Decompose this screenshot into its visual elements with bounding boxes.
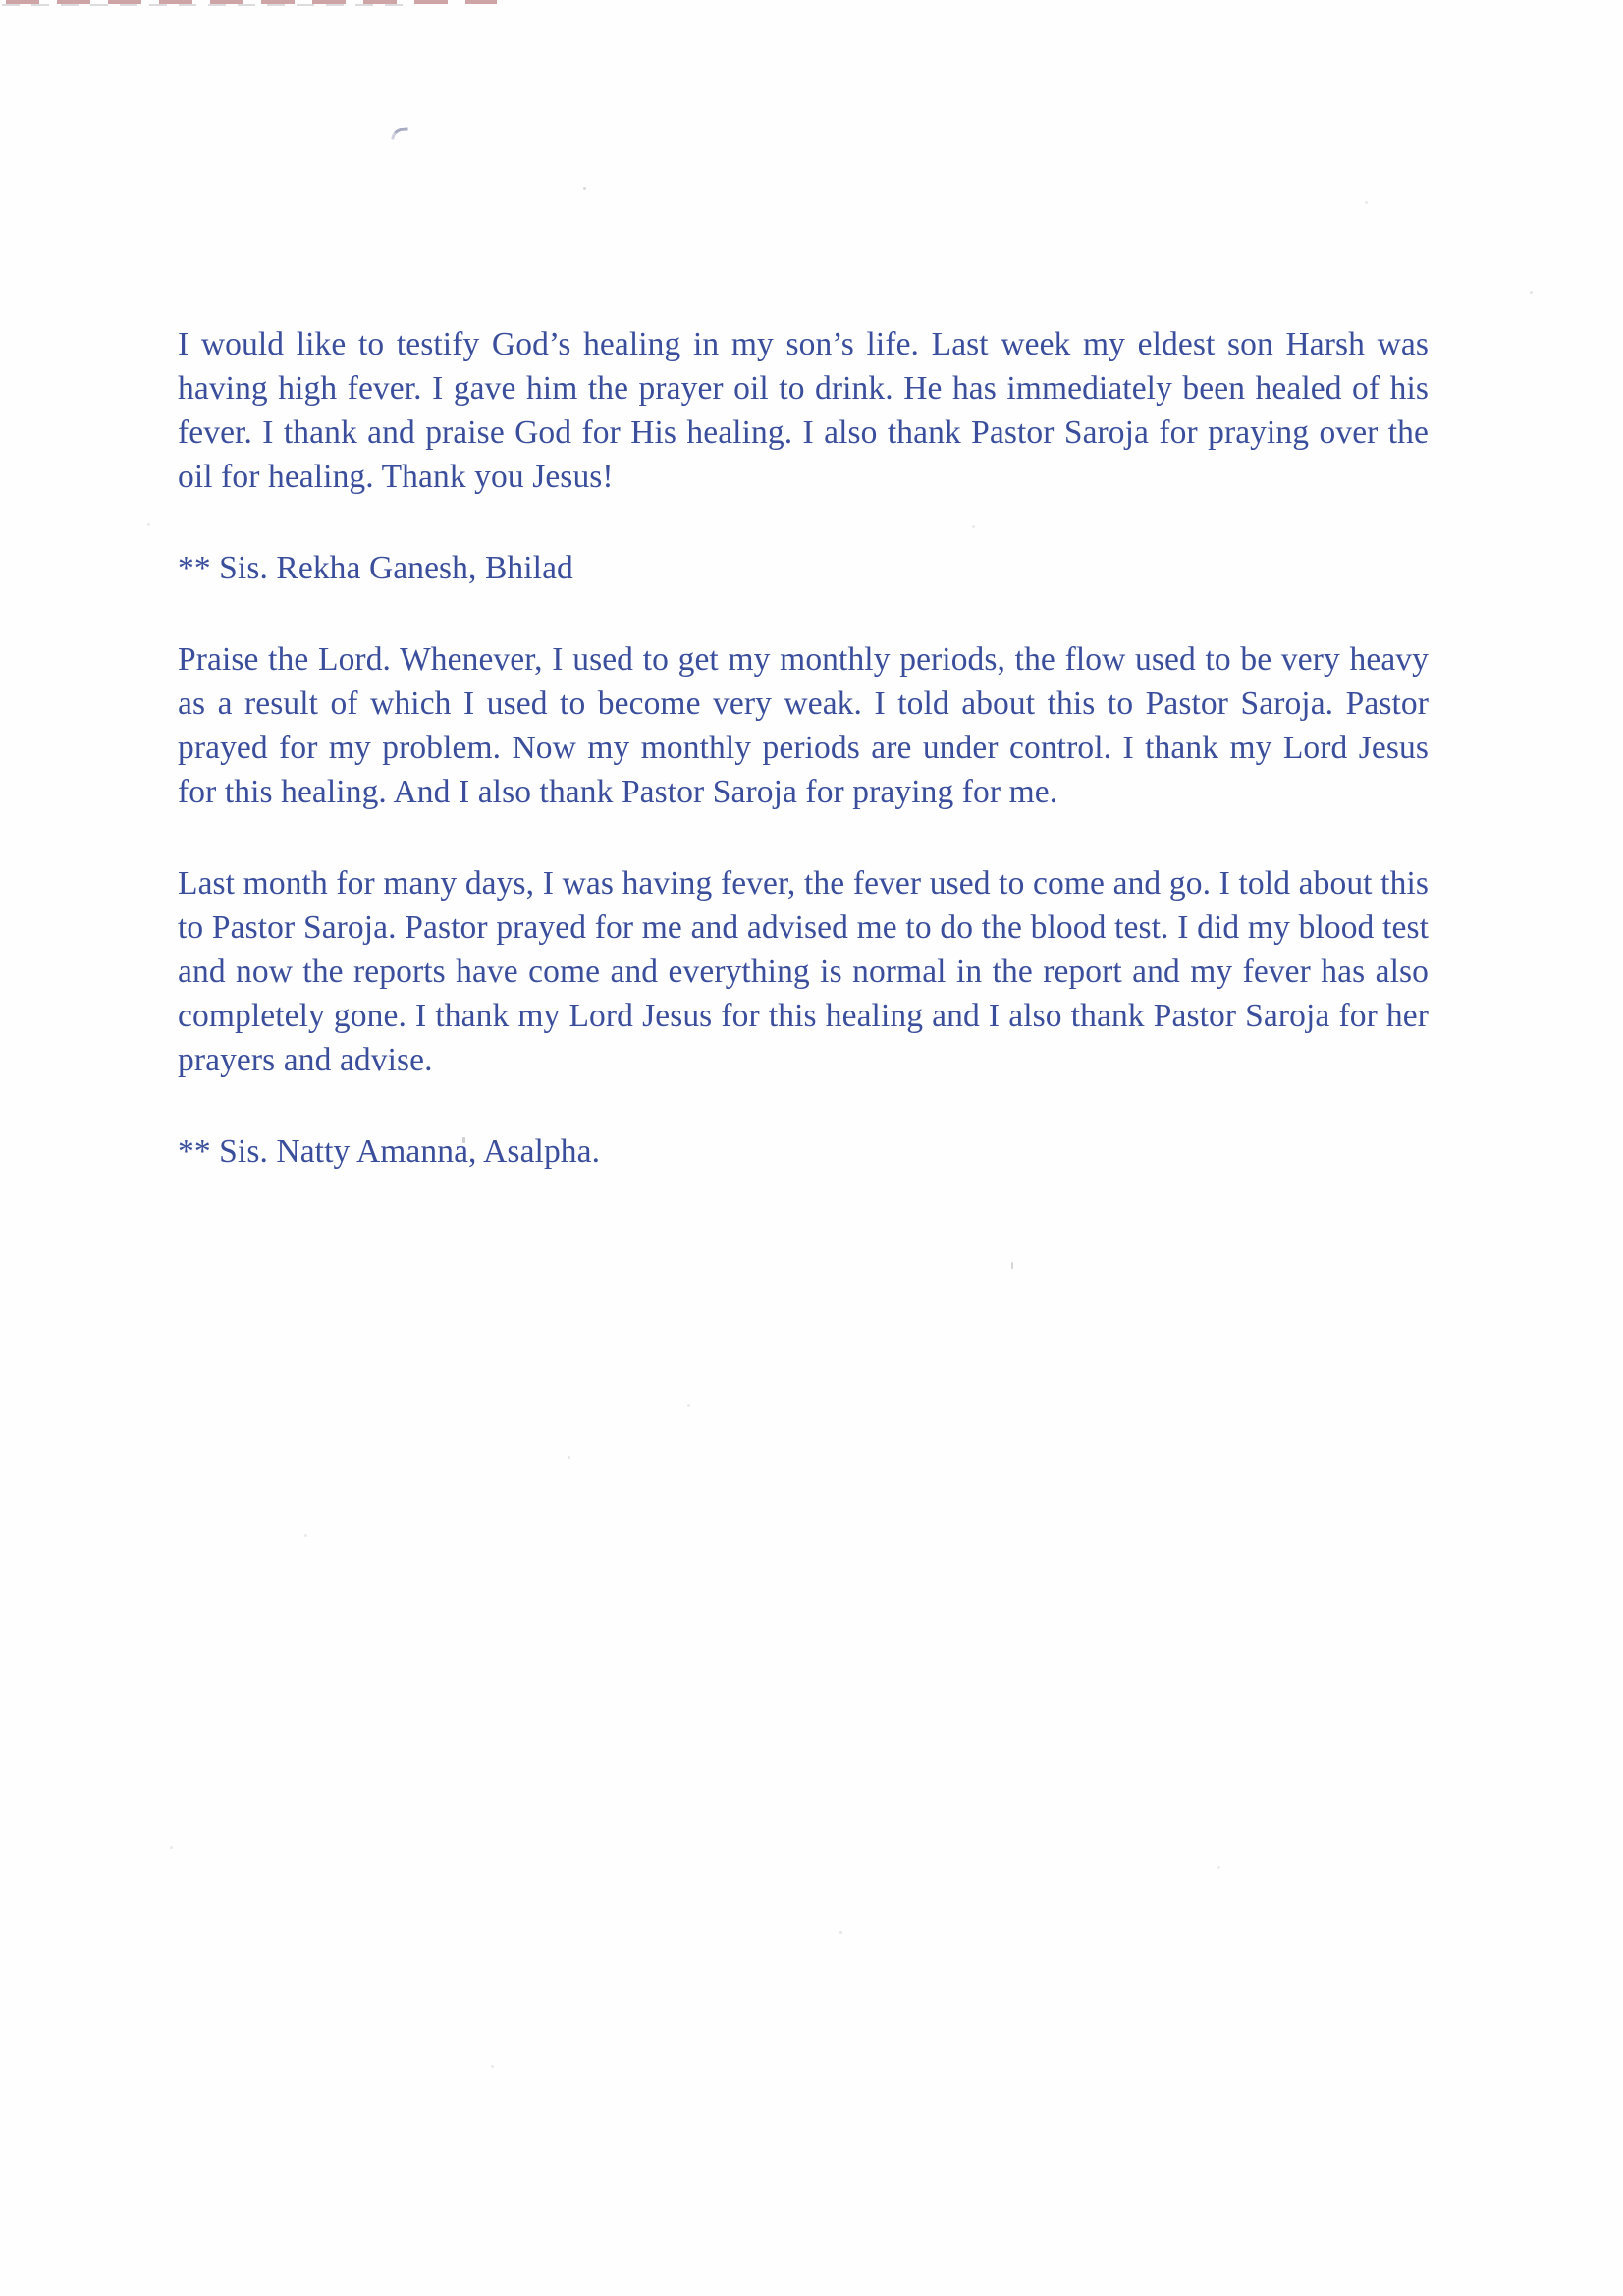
scan-artifact-top-dashes-faint	[2, 4, 414, 6]
scan-speckle	[491, 2065, 494, 2068]
scan-speckle	[687, 1404, 690, 1407]
scan-speckle	[1530, 291, 1533, 294]
testimony-paragraph-3: Last month for many days, I was having fever, the fever used to come and go. I told about this to Pastor Saroja. Pastor prayed for me and advised me to do the blood test. I did my blood test and now the reports have come and everything is normal in the report and my fever has also completely gone. I thank my Lord Jesus for this healing and I also thank Pastor Saroja for her prayers and advise.	[178, 865, 1429, 1078]
scan-speckle	[1011, 1262, 1013, 1269]
signature-line-1: ** Sis. Rekha Ganesh, Bhilad	[178, 550, 573, 586]
scan-speckle	[147, 523, 150, 526]
testimony-paragraph-1: I would like to testify God’s healing in my son’s life. Last week my eldest son Harsh was having high fever. I gave him the prayer oil to drink. He has immediately been healed of his fever. I thank and praise God for His healing. I also thank Pastor Saroja for praying over the oil for healing. Thank you Jesus!	[178, 326, 1429, 495]
scan-speckle	[304, 1534, 307, 1537]
pen-mark-arc	[391, 127, 409, 139]
scan-speckle	[1217, 1866, 1220, 1869]
signature-line-2: ** Sis. Natty Amanna, Asalpha.	[178, 1133, 601, 1170]
scan-speckle	[568, 1456, 570, 1459]
scan-speckle	[583, 187, 586, 190]
testimony-paragraph-2: Praise the Lord. Whenever, I used to get my monthly periods, the flow used to be very heavy as a result of which I used to become very weak. I told about this to Pastor Saroja. Pastor prayed for my problem. Now my monthly periods are under control. I thank my Lord Jesus for this healing. And I also thank Pastor Saroja for praying for me.	[178, 641, 1429, 810]
scan-speckle	[839, 1931, 842, 1934]
testimony-text-block	[178, 322, 1429, 1221]
scan-speckle	[1365, 201, 1368, 204]
scan-speckle	[170, 1846, 173, 1849]
